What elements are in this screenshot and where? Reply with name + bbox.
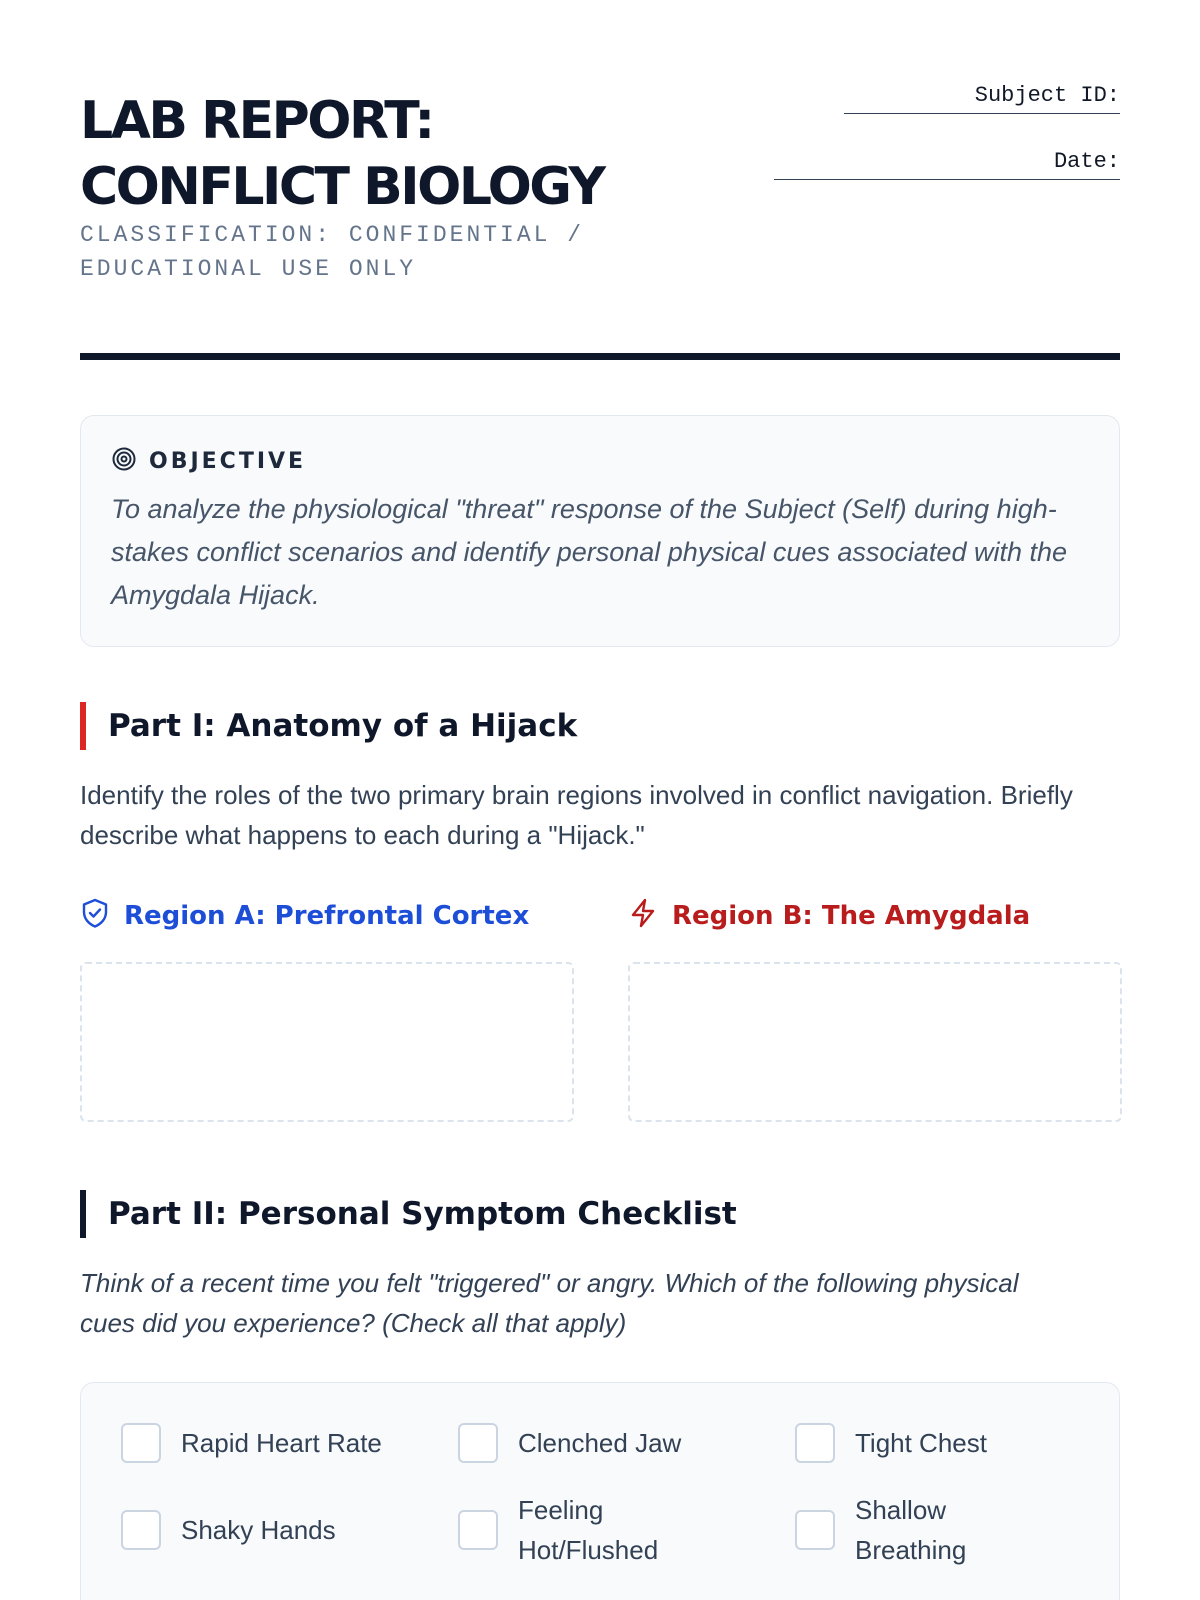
objective-card xyxy=(80,415,1120,647)
title-line-1: LAB REPORT: xyxy=(80,91,433,151)
region-b-label: Region B: The Amygdala xyxy=(672,901,1031,931)
checklist-item-clenched-jaw[interactable] xyxy=(458,1423,681,1463)
subject-id-field[interactable] xyxy=(844,112,1120,114)
part1-accent-bar xyxy=(80,702,86,750)
checklist-label: Feeling Hot/Flushed xyxy=(518,1495,659,1565)
checkbox[interactable] xyxy=(795,1510,835,1550)
subject-meta xyxy=(760,80,1120,212)
checklist-label: Clenched Jaw xyxy=(518,1428,682,1458)
part1-heading xyxy=(80,702,577,750)
checklist-label: Rapid Heart Rate xyxy=(181,1428,382,1458)
part2-title: Part II: Personal Symptom Checklist xyxy=(108,1196,737,1232)
title-line-2: CONFLICT BIOLOGY xyxy=(80,157,604,217)
target-icon xyxy=(111,446,137,477)
date-field[interactable] xyxy=(774,178,1120,180)
part1-description: Identify the roles of the two primary brain regions involved in conflict navigation. Briefly describe what happens to each during a "Hijack." xyxy=(80,780,1073,850)
checklist-label: Shaky Hands xyxy=(181,1515,336,1545)
report-header xyxy=(80,80,1120,360)
objective-heading: OBJECTIVE xyxy=(149,448,307,474)
checklist-label: Shallow Breathing xyxy=(855,1495,967,1565)
checkbox[interactable] xyxy=(458,1423,498,1463)
checklist-item-tight-chest[interactable] xyxy=(795,1423,987,1463)
subject-id-label: Subject ID: xyxy=(974,83,1120,108)
part2-accent-bar xyxy=(80,1190,86,1238)
part2-heading xyxy=(80,1190,737,1238)
checklist-label: Tight Chest xyxy=(855,1428,987,1458)
header-divider xyxy=(80,353,1120,360)
part1-title: Part I: Anatomy of a Hijack xyxy=(108,708,578,744)
checkbox[interactable] xyxy=(795,1423,835,1463)
region-b-heading xyxy=(628,898,1030,934)
part2-description: Think of a recent time you felt "triggered" or angry. Which of the following physical cues did you experience? (Check all that apply) xyxy=(80,1268,1019,1338)
region-a-heading xyxy=(80,898,529,934)
lightning-icon xyxy=(628,897,658,936)
checkbox[interactable] xyxy=(121,1423,161,1463)
report-title xyxy=(80,88,604,220)
checklist-item-feeling-hot-flushed[interactable] xyxy=(458,1490,678,1570)
classification-label: CLASSIFICATION: CONFIDENTIAL / EDUCATIONAL USE ONLY xyxy=(80,222,585,282)
checkbox[interactable] xyxy=(121,1510,161,1550)
symptom-checklist xyxy=(80,1382,1120,1600)
region-a-answer-box[interactable] xyxy=(80,962,574,1122)
region-b-answer-box[interactable] xyxy=(628,962,1122,1122)
date-label: Date: xyxy=(1053,149,1120,174)
checklist-item-rapid-heart-rate[interactable] xyxy=(121,1423,382,1463)
region-a-label: Region A: Prefrontal Cortex xyxy=(124,901,530,931)
checklist-item-shallow-breathing[interactable] xyxy=(795,1490,1015,1570)
objective-text: To analyze the physiological "threat" response of the Subject (Self) during high-stakes conflict scenarios and identify personal physical cues associated with the Amygdala Hijack. xyxy=(111,494,1068,610)
shield-icon xyxy=(80,897,110,936)
checkbox[interactable] xyxy=(458,1510,498,1550)
checklist-item-shaky-hands[interactable] xyxy=(121,1490,336,1570)
